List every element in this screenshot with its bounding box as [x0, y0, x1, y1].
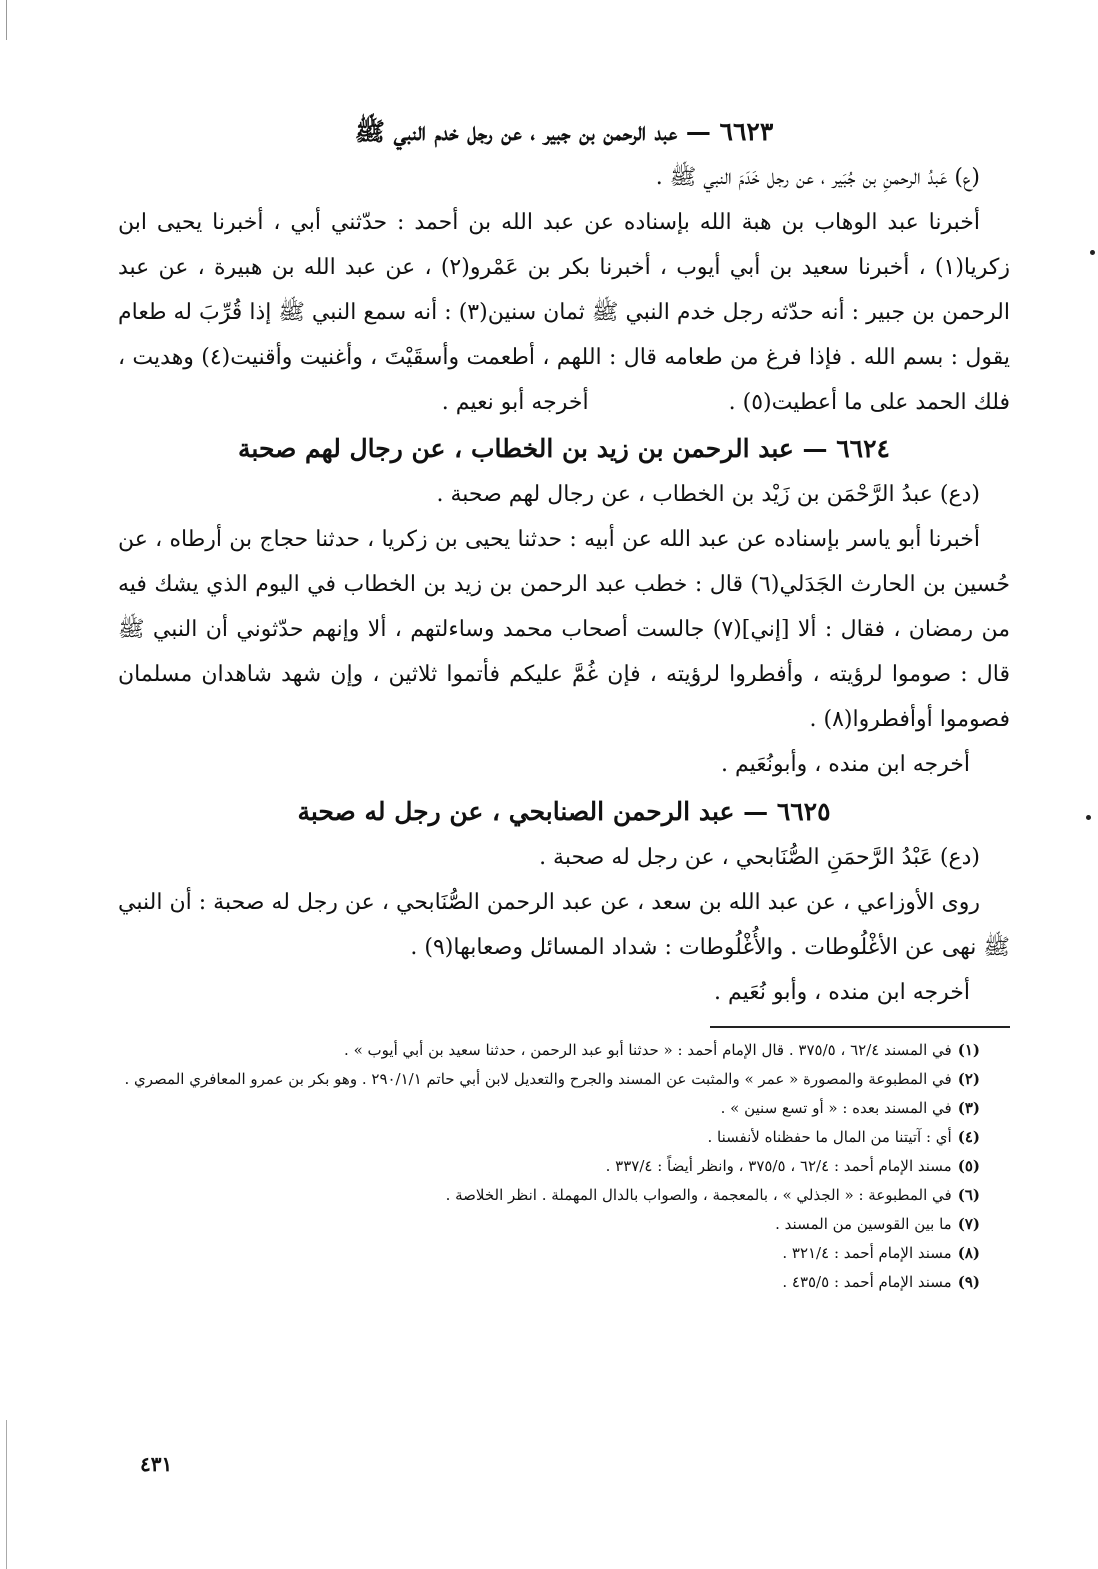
entry-intro: (ع) عَبدُ الرحمنِ بن جُبَير ، عن رجل خَدَمَ النبي ﷺ . — [655, 165, 980, 190]
footnote-text: مسند الإمام أحمد : ٦٢/٤ ، ٣٧٥/٥ ، وانظر أيضاً : ٣٣٧/٤ . — [605, 1157, 952, 1175]
footnote-number: (٦) — [957, 1186, 980, 1204]
footnote-number: (٣) — [957, 1099, 980, 1117]
entry-text-body: أخبرنا عبد الوهاب بن هبة الله بإسناده عن عبد الله بن أحمد : حدّثني أبي ، أخبرنا يحيى ابن زكريا(١) ، أخبرنا سعيد بن أبي أيوب ، أخبرنا بكر بن عَمْرو(٢) ، عن عبد الله بن هبيرة ، عن عبد الرحمن بن جبير : أنه حدّثه رجل خدم النبي ﷺ ثمان سنين(٣) : أنه سمع النبي ﷺ إذا قُرِّبَ له طعام يقول : بسم الله . فإذا فرغ من طعامه قال : اللهم ، أطعمت وأسقَيْتَ ، وأغنيت وأقنيت(٤) وهديت ، فلك الحمد على ما أعطيت(٥) . — [118, 210, 1011, 415]
entry-intro: (دع) عَبْدُ الرَّحمَنِ الصُّنَابحي ، عن رجل له صحبة . — [539, 845, 980, 870]
footnote — [118, 1036, 980, 1065]
footnote — [118, 1239, 980, 1268]
footnote-text: مسند الإمام أحمد : ٤٣٥/٥ . — [782, 1273, 952, 1291]
footnote-text: أي : آتيتنا من المال ما حفظناه لأنفسنا . — [707, 1128, 952, 1146]
footnote-text: في المسند بعده : « أو تسع سنين » . — [720, 1099, 952, 1117]
entry-title: ٦٦٢٥ — عبد الرحمن الصنابحي ، عن رجل له صحبة — [297, 797, 831, 826]
entry-trailer: أخرجه ابن منده ، وأبو نُعَيم . — [713, 980, 970, 1005]
footnotes — [118, 1036, 1010, 1297]
footnote — [118, 1268, 980, 1297]
footnote — [118, 1123, 980, 1152]
footnote — [118, 1181, 980, 1210]
entry-title: ٦٦٢٤ — عبد الرحمن بن زيد بن الخطاب ، عن رجال لهم صحبة — [238, 434, 890, 463]
entry-text — [118, 200, 1010, 425]
scan-edge-line — [6, 0, 7, 40]
footnote-number: (٤) — [957, 1128, 980, 1146]
footnote-number: (١) — [957, 1041, 980, 1059]
footnote — [118, 1152, 980, 1181]
entry-6624 — [118, 425, 1010, 788]
footnote — [118, 1094, 980, 1123]
footnote-text: في المطبوعة والمصورة « عمر » والمثبت عن المسند والجرح والتعديل لابن أبي حاتم ٢٩٠/١/١ . وهو بكر بن عمرو المعافري المصري . — [124, 1070, 952, 1088]
page-body — [118, 108, 1010, 1297]
footnote-number: (٢) — [957, 1070, 980, 1088]
footnote-number: (٧) — [957, 1215, 980, 1233]
footnote-text: مسند الإمام أحمد : ٣٢١/٤ . — [782, 1244, 952, 1262]
scan-edge-line — [6, 1420, 7, 1569]
entry-6623 — [118, 108, 1010, 425]
footnote-number: (٩) — [957, 1273, 980, 1291]
entry-trailer: أخرجه أبو نعيم . — [441, 390, 589, 415]
scan-speck — [1086, 815, 1091, 820]
footnote-number: (٨) — [957, 1244, 980, 1262]
entry-intro: (دع) عبدُ الرَّحْمَن بن زَيْد بن الخطاب ، عن رجال لهم صحبة . — [436, 482, 980, 507]
entry-text: أخبرنا أبو ياسر بإسناده عن عبد الله عن أبيه : حدثنا يحيى بن زكريا ، حدثنا حجاج بن أرطاه ، عن حُسين بن الحارث الجَدَلي(٦) قال : خطب عبد الرحمن بن زيد بن الخطاب في اليوم الذي يشك فيه من رمضان ، فقال : ألا [إني](٧) جالست أصحاب محمد وساءلتهم ، ألا وإنهم حدّثوني أن النبي ﷺ قال : صوموا لرؤيته ، وأفطروا لرؤيته ، فإن غُمَّ عليكم فأتموا ثلاثين ، وإن شهد شاهدان مسلمان فصوموا أوأفطروا(٨) . — [118, 527, 1011, 732]
entry-title: ٦٦٢٣ — عبد الرحمن بن جبير ، عن رجل خدم النبي ﷺ — [354, 117, 774, 146]
scan-speck — [1090, 250, 1095, 255]
footnote-text: في المطبوعة : « الجذلي » ، بالمعجمة ، والصواب بالدال المهملة . انظر الخلاصة . — [445, 1186, 952, 1204]
footnote-text: ما بين القوسين من المسند . — [775, 1215, 952, 1233]
page-number: ٤٣١ — [140, 1452, 173, 1476]
footnote-number: (٥) — [957, 1157, 980, 1175]
footnote — [118, 1065, 980, 1094]
footnote-separator — [710, 1026, 1010, 1028]
entry-text: روى الأوزاعي ، عن عبد الله بن سعد ، عن عبد الرحمن الصُّنَابحي ، عن رجل له صحبة : أن النبي ﷺ نهى عن الأغْلُوطات . والأُغْلُوطات : شداد المسائل وصعابها(٩) . — [118, 890, 1010, 960]
footnote-text: في المسند ٦٢/٤ ، ٣٧٥/٥ . قال الإمام أحمد : « حدثنا أبو عبد الرحمن ، حدثنا سعيد بن أبي أيوب » . — [344, 1041, 952, 1059]
entry-trailer: أخرجه ابن منده ، وأبونُعَيم . — [720, 752, 970, 777]
footnote — [118, 1210, 980, 1239]
entry-6625 — [118, 788, 1010, 1016]
